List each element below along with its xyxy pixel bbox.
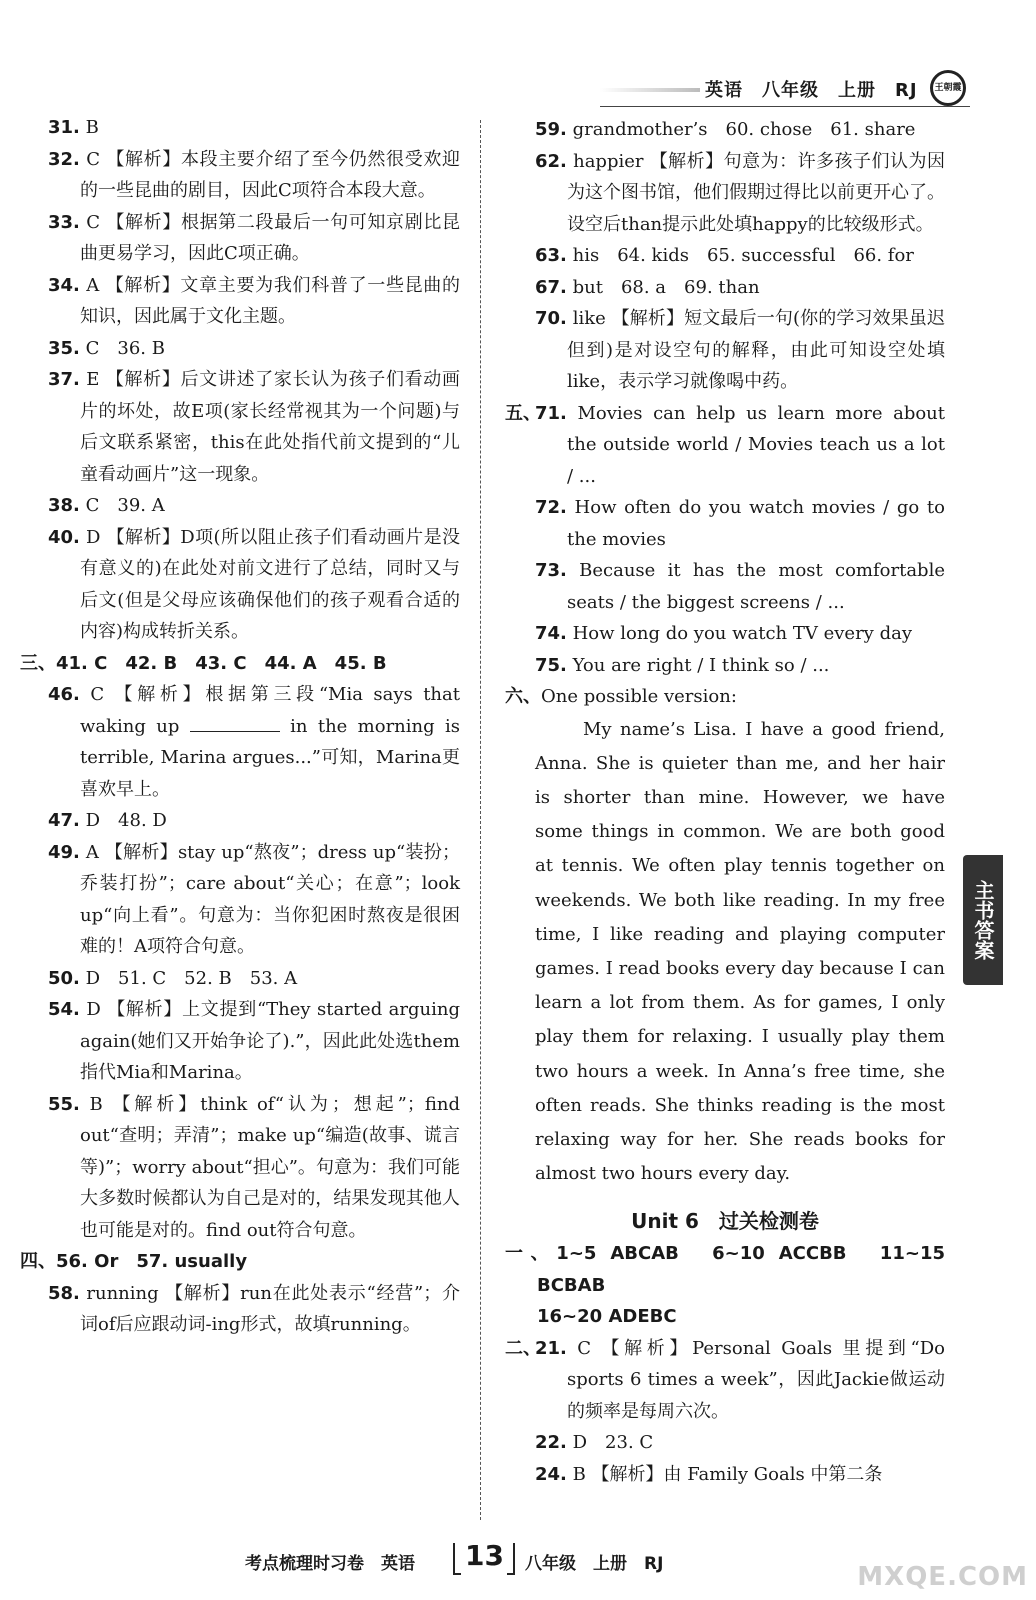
answer-number: 67.: [535, 276, 567, 298]
side-tab: 主书答案: [963, 855, 1003, 985]
answer-item: [20, 805, 460, 837]
answer-item: [20, 1089, 460, 1247]
answer-text: in the morning is terrible, Marina argues...”可知，Marina更喜欢早上。: [80, 715, 461, 800]
answer-text: D 48. D: [79, 810, 167, 831]
answer-text: but 68. a 69. than: [566, 276, 760, 298]
answer-text: D 【解析】上文提到“They started arguing again(她们又开始争论了).”，因此此处选them指代Mia和Marina。: [79, 999, 460, 1083]
section-label: 一、: [505, 1243, 557, 1265]
answer-number: 55.: [48, 1093, 80, 1115]
answer-number: 58.: [48, 1282, 80, 1304]
header-fade-bar: [600, 88, 700, 92]
answer-number: 37.: [48, 369, 80, 390]
answer-number: 54.: [48, 999, 80, 1020]
answer-number: 46.: [48, 684, 80, 705]
answer-number: 73.: [535, 560, 567, 581]
answer-text: Movies can help us learn more about the outside world / Movies teach us a lot / ...: [566, 402, 945, 487]
answer-text: 56. Or 57. usually: [56, 1251, 248, 1272]
answer-number: 22.: [535, 1432, 567, 1454]
answer-item: [20, 333, 460, 365]
answer-item: [505, 1333, 945, 1428]
watermark: MXQE.COM: [857, 1562, 1028, 1592]
answer-number: 34.: [48, 274, 80, 296]
answer-text: E 【解析】后文讲述了家长认为孩子们看动画片的坏处，故E项(家长经常视其为一个问题)与后文联系紧密，this在此处指代前文提到的“儿童看动画片”这一现象。: [79, 369, 460, 485]
answer-item-58: [20, 1278, 460, 1341]
blank-line: [190, 713, 280, 732]
answer-item: [20, 270, 460, 333]
unit-section-1-line2: [505, 1301, 945, 1333]
answer-item: [505, 650, 945, 682]
answer-item: [505, 240, 945, 272]
answer-item: [20, 963, 460, 995]
answer-item: [505, 303, 945, 398]
answer-number: 59.: [535, 119, 567, 140]
answer-text: A 【解析】stay up“熬夜”；dress up“装扮；乔装打扮”；care about“关心；在意”；look up“向上看”。句意为：当你犯困时熬夜是很困难的！A项符合句意。: [79, 841, 460, 957]
answer-number: 49.: [48, 841, 80, 863]
answer-item: [505, 1459, 945, 1491]
answer-number: 47.: [48, 810, 80, 831]
answer-number: 31.: [48, 117, 80, 138]
answer-number: 72.: [535, 497, 567, 518]
answer-number: 75.: [535, 654, 567, 676]
answer-section-3: [20, 648, 460, 680]
column-divider: [480, 120, 481, 1520]
answer-item: [505, 1427, 945, 1459]
answer-item: [505, 114, 945, 146]
page-number-bracket-left: [453, 1543, 461, 1575]
footer-book-title: 考点梳理时习卷 英语: [245, 1554, 415, 1574]
answer-number: 21.: [535, 1337, 567, 1359]
section-label: 三、: [20, 652, 56, 674]
answer-number: 38.: [48, 495, 80, 516]
answer-text: D 【解析】D项(所以阻止孩子们看动画片是没有意义的)在此处对前文进行了总结，同时又与后文(但是父母应该确保他们的孩子观看合适的内容)构成转折关系。: [79, 526, 460, 642]
answer-text: B: [79, 117, 99, 138]
model-essay: My name’s Lisa. I have a good friend, Anna. She is quieter than me, and her hair is shorter than mine. However, we have some things in common. We are both good at tennis. We often play tennis together on weekends. We both like reading. In my free time, I like reading and playing computer games. I read books every day because I can learn a lot from them. As for games, I only play them for relaxing. I usually play them two hours a week. In Anna’s free time, she often reads. She thinks reading is the most relaxing way for her. She reads books for almost two hours every day.: [535, 718, 945, 1185]
answer-item: [20, 144, 460, 207]
answer-item: [20, 207, 460, 270]
answer-item: [20, 364, 460, 490]
answer-item: [505, 398, 945, 493]
page-number-bracket-right: [507, 1543, 515, 1575]
unit-title: Unit 6 过关检测卷: [631, 1209, 819, 1234]
section-label: 六、: [505, 686, 541, 707]
answer-text: running 【解析】run在此处表示“经营”；介词of后应跟动词-ing形式，故填running。: [79, 1282, 460, 1335]
answer-text: C 36. B: [79, 337, 165, 359]
answer-number: 63.: [535, 245, 567, 266]
answer-item: [20, 490, 460, 522]
answer-item-46: [20, 679, 460, 805]
answer-number: 71.: [535, 402, 567, 424]
answer-text: B 【解析】think of“认为；想起”；find out“查明；弄清”；make up“编造(故事、谎言等)”；worry about“担心”。句意为：我们可能大多数时候都认为自己是对的，结果发现其他人也可能是对的。find out符合句意。: [79, 1093, 460, 1241]
answer-item: [20, 112, 460, 144]
answer-section-4: [20, 1246, 460, 1278]
answer-text: How often do you watch movies / go to the movies: [566, 497, 945, 550]
answer-text: You are right / I think so / ...: [566, 654, 830, 676]
answer-text: D 23. C: [566, 1432, 654, 1454]
answer-text: A 【解析】文章主要为我们科普了一些昆曲的知识，因此属于文化主题。: [79, 274, 460, 327]
section-label: 五、: [505, 402, 541, 424]
answer-text: C 【解析】本段主要介绍了至今仍然很受欢迎的一些昆曲的剧目，因此C项符合本段大意。: [79, 148, 460, 201]
answer-text: 41. C 42. B 43. C 44. A 45. B: [56, 652, 387, 674]
section-label: 四、: [20, 1251, 56, 1272]
answer-number: 35.: [48, 337, 80, 359]
header-title: 英语 八年级 上册 RJ: [705, 80, 918, 101]
header-rule: [600, 106, 970, 107]
section-label: 二、: [505, 1337, 541, 1359]
unit-section-1: [505, 1238, 945, 1301]
answer-item: [505, 555, 945, 618]
answer-text: C 【解析】Personal Goals 里提到“Do sports 6 times a week”，因此Jackie做运动的频率是每周六次。: [566, 1337, 945, 1422]
answer-number: 33.: [48, 211, 80, 233]
answer-text: like 【解析】短文最后一句(你的学习效果虽迟但到)是对设空句的解释，由此可知设空处填like，表示学习就像喝中药。: [566, 308, 945, 392]
answer-text: Because it has the most comfortable seats / the biggest screens / ...: [566, 560, 945, 613]
answer-text: 1~5 ABCAB 6~10 ACCBB 11~15 BCBAB: [537, 1243, 945, 1296]
essay-label: One possible version:: [541, 686, 737, 707]
answer-item: [20, 522, 460, 648]
answer-item: [505, 492, 945, 555]
answer-number: 50.: [48, 967, 80, 989]
answer-text: his 64. kids 65. successful 66. for: [566, 245, 914, 266]
answer-item: [505, 146, 945, 241]
answer-text: B 【解析】由 Family Goals 中第二条: [566, 1463, 883, 1485]
answer-item: [20, 994, 460, 1089]
answer-section-6-label: [505, 681, 945, 713]
right-column: [505, 114, 945, 1490]
answer-number: 70.: [535, 308, 567, 329]
footer-grade: 八年级 上册 RJ: [525, 1554, 664, 1574]
answer-number: 40.: [48, 526, 80, 548]
answer-text: C 【解析】根据第三段“Mia says that waking up: [79, 684, 460, 737]
answer-text: happier 【解析】句意为：许多孩子们认为因为这个图书馆，他们假期过得比以前更开心了。设空后than提示此处填happy的比较级形式。: [566, 150, 945, 235]
answer-item: [505, 272, 945, 304]
answer-text: D 51. C 52. B 53. A: [79, 967, 298, 989]
answer-text: C 39. A: [79, 495, 165, 516]
answer-item: [505, 618, 945, 650]
answer-number: 74.: [535, 623, 567, 644]
page-header: [600, 70, 980, 110]
page-number: 13: [465, 1539, 504, 1572]
answer-text: 16~20 ADEBC: [537, 1306, 677, 1328]
answer-text: grandmother’s 60. chose 61. share: [566, 119, 916, 140]
answer-number: 32.: [48, 148, 80, 170]
answer-number: 62.: [535, 150, 567, 172]
answer-item: [20, 837, 460, 963]
brand-logo-icon: 王朝霞: [930, 70, 966, 106]
answer-text: C 【解析】根据第二段最后一句可知京剧比昆曲更易学习，因此C项正确。: [79, 211, 460, 264]
page-footer: [245, 1539, 805, 1579]
answer-text: How long do you watch TV every day: [566, 623, 912, 644]
left-column: [20, 112, 460, 1341]
answer-number: 24.: [535, 1463, 567, 1485]
